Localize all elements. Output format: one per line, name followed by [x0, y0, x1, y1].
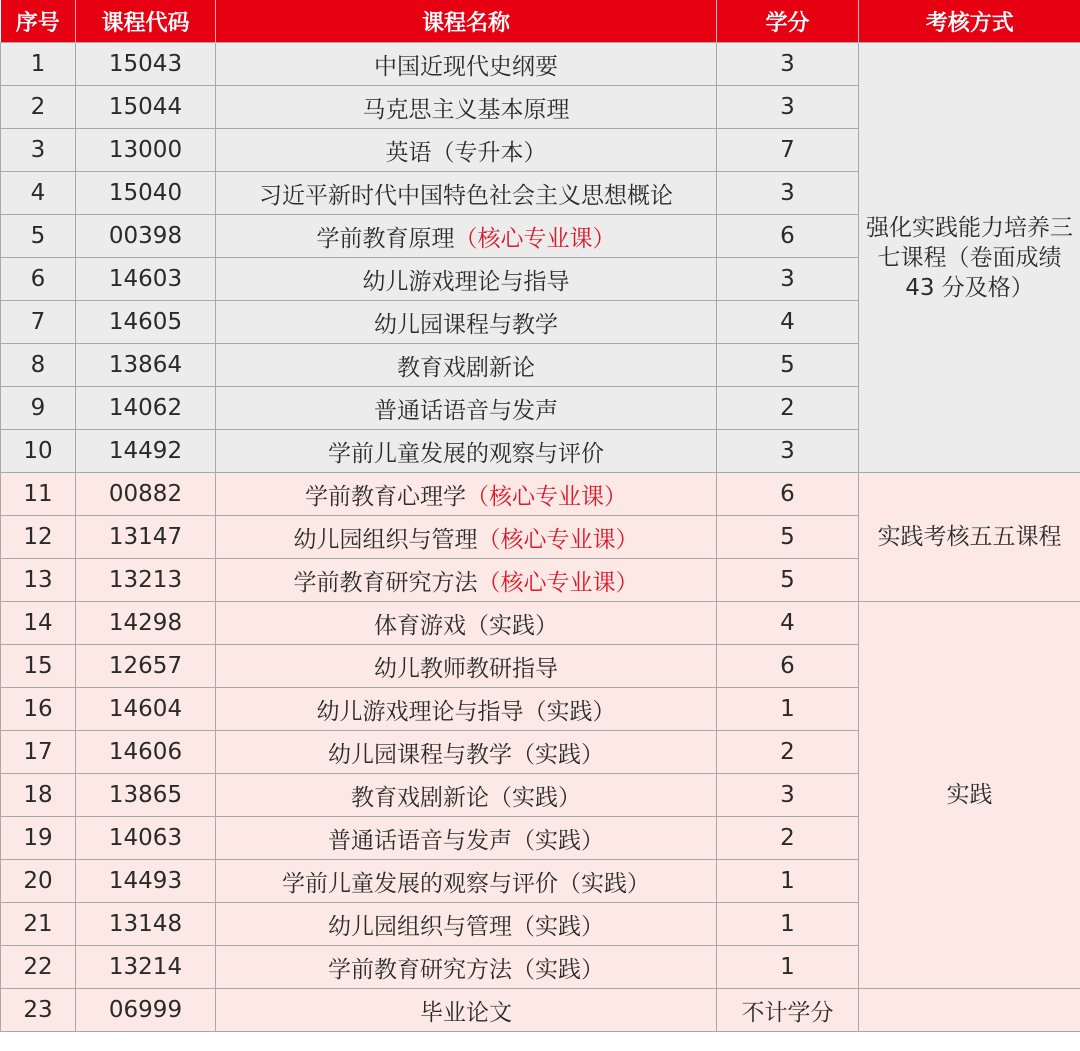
table-row	[1, 43, 1080, 86]
course-name: 教育戏剧新论	[397, 354, 535, 381]
course-name: 幼儿园组织与管理	[293, 526, 478, 553]
cell-name	[216, 903, 717, 946]
cell-code: 14062	[76, 387, 216, 430]
cell-name	[216, 86, 717, 129]
cell-name	[216, 172, 717, 215]
header-seq: 序号	[1, 0, 76, 43]
cell-name	[216, 645, 717, 688]
cell-name	[216, 430, 717, 473]
cell-credit: 1	[717, 946, 859, 989]
cell-credit: 3	[717, 43, 859, 86]
cell-name	[216, 258, 717, 301]
cell-seq: 7	[1, 301, 76, 344]
course-name: 学前教育原理	[316, 225, 455, 252]
course-name: 学前儿童发展的观察与评价	[328, 440, 604, 467]
cell-seq: 17	[1, 731, 76, 774]
cell-name	[216, 387, 717, 430]
cell-seq: 16	[1, 688, 76, 731]
header-credit: 学分	[717, 0, 859, 43]
core-course-tag: （核心专业课）	[454, 225, 616, 252]
cell-code: 14603	[76, 258, 216, 301]
course-name: 幼儿园课程与教学（实践）	[328, 741, 604, 768]
cell-code: 13000	[76, 129, 216, 172]
course-name: 学前教育研究方法（实践）	[328, 956, 604, 983]
cell-seq: 1	[1, 43, 76, 86]
course-name: 幼儿园课程与教学	[374, 311, 558, 338]
cell-seq: 19	[1, 817, 76, 860]
cell-code: 13213	[76, 559, 216, 602]
cell-seq: 12	[1, 516, 76, 559]
cell-code: 14605	[76, 301, 216, 344]
cell-seq: 15	[1, 645, 76, 688]
course-name: 马克思主义基本原理	[362, 96, 570, 123]
cell-code: 15040	[76, 172, 216, 215]
cell-assessment: 强化实践能力培养三七课程（卷面成绩 43 分及格）	[859, 43, 1080, 473]
cell-name	[216, 516, 717, 559]
cell-credit: 3	[717, 172, 859, 215]
cell-seq: 4	[1, 172, 76, 215]
cell-code: 00882	[76, 473, 216, 516]
cell-seq: 21	[1, 903, 76, 946]
cell-name	[216, 731, 717, 774]
cell-name	[216, 344, 717, 387]
cell-seq: 13	[1, 559, 76, 602]
course-name: 习近平新时代中国特色社会主义思想概论	[259, 182, 673, 209]
cell-credit: 4	[717, 301, 859, 344]
cell-code: 15044	[76, 86, 216, 129]
cell-credit: 3	[717, 86, 859, 129]
course-name: 学前教育研究方法	[293, 569, 478, 596]
cell-code: 14493	[76, 860, 216, 903]
course-name: 普通话语音与发声（实践）	[328, 827, 604, 854]
cell-seq: 3	[1, 129, 76, 172]
cell-name	[216, 301, 717, 344]
cell-code: 15043	[76, 43, 216, 86]
cell-credit: 1	[717, 860, 859, 903]
course-name: 普通话语音与发声	[374, 397, 558, 424]
cell-credit: 3	[717, 774, 859, 817]
course-name: 中国近现代史纲要	[374, 53, 558, 80]
cell-code: 00398	[76, 215, 216, 258]
cell-seq: 22	[1, 946, 76, 989]
header-assessment: 考核方式	[859, 0, 1080, 43]
cell-seq: 2	[1, 86, 76, 129]
cell-credit: 5	[717, 559, 859, 602]
header-name: 课程名称	[216, 0, 717, 43]
header-code: 课程代码	[76, 0, 216, 43]
cell-code: 14492	[76, 430, 216, 473]
course-name: 幼儿游戏理论与指导（实践）	[316, 698, 616, 725]
cell-code: 13148	[76, 903, 216, 946]
table-body	[1, 43, 1080, 1032]
cell-assessment: 实践	[859, 602, 1080, 989]
cell-code: 13865	[76, 774, 216, 817]
course-name: 教育戏剧新论（实践）	[351, 784, 581, 811]
cell-code: 12657	[76, 645, 216, 688]
cell-name	[216, 43, 717, 86]
cell-assessment	[859, 989, 1080, 1032]
cell-code: 14298	[76, 602, 216, 645]
cell-code: 13214	[76, 946, 216, 989]
cell-seq: 8	[1, 344, 76, 387]
cell-credit: 1	[717, 903, 859, 946]
cell-name	[216, 860, 717, 903]
cell-credit: 3	[717, 430, 859, 473]
table-row	[1, 602, 1080, 645]
cell-seq: 20	[1, 860, 76, 903]
core-course-tag: （核心专业课）	[477, 526, 639, 553]
cell-seq: 10	[1, 430, 76, 473]
course-name: 英语（专升本）	[385, 139, 547, 166]
cell-name	[216, 473, 717, 516]
cell-code: 13147	[76, 516, 216, 559]
core-course-tag: （核心专业课）	[477, 569, 639, 596]
cell-assessment: 实践考核五五课程	[859, 473, 1080, 602]
cell-code: 13864	[76, 344, 216, 387]
core-course-tag: （核心专业课）	[466, 483, 627, 510]
table-header-row	[1, 0, 1080, 43]
cell-name	[216, 774, 717, 817]
cell-name	[216, 559, 717, 602]
cell-credit: 2	[717, 817, 859, 860]
cell-seq: 11	[1, 473, 76, 516]
course-name: 幼儿园组织与管理（实践）	[328, 913, 604, 940]
cell-credit: 1	[717, 688, 859, 731]
cell-name	[216, 989, 717, 1032]
cell-name	[216, 602, 717, 645]
cell-credit: 5	[717, 344, 859, 387]
cell-seq: 5	[1, 215, 76, 258]
cell-credit: 5	[717, 516, 859, 559]
cell-name	[216, 129, 717, 172]
cell-credit: 不计学分	[717, 989, 859, 1032]
cell-credit: 4	[717, 602, 859, 645]
course-name: 体育游戏（实践）	[374, 612, 558, 639]
cell-credit: 7	[717, 129, 859, 172]
cell-code: 14604	[76, 688, 216, 731]
cell-seq: 6	[1, 258, 76, 301]
cell-name	[216, 688, 717, 731]
cell-name	[216, 817, 717, 860]
cell-seq: 14	[1, 602, 76, 645]
cell-credit: 2	[717, 387, 859, 430]
cell-credit: 6	[717, 215, 859, 258]
course-name: 毕业论文	[420, 999, 512, 1026]
cell-seq: 9	[1, 387, 76, 430]
course-name: 幼儿游戏理论与指导	[362, 268, 570, 295]
table-row	[1, 989, 1080, 1032]
cell-credit: 2	[717, 731, 859, 774]
cell-credit: 6	[717, 645, 859, 688]
course-name: 幼儿教师教研指导	[374, 655, 558, 682]
cell-name	[216, 946, 717, 989]
cell-code: 14063	[76, 817, 216, 860]
cell-seq: 23	[1, 989, 76, 1032]
table-row	[1, 473, 1080, 516]
cell-code: 06999	[76, 989, 216, 1032]
cell-seq: 18	[1, 774, 76, 817]
cell-credit: 3	[717, 258, 859, 301]
cell-credit: 6	[717, 473, 859, 516]
course-name: 学前教育心理学	[305, 483, 466, 510]
cell-code: 14606	[76, 731, 216, 774]
cell-name	[216, 215, 717, 258]
course-name: 学前儿童发展的观察与评价（实践）	[282, 870, 650, 897]
